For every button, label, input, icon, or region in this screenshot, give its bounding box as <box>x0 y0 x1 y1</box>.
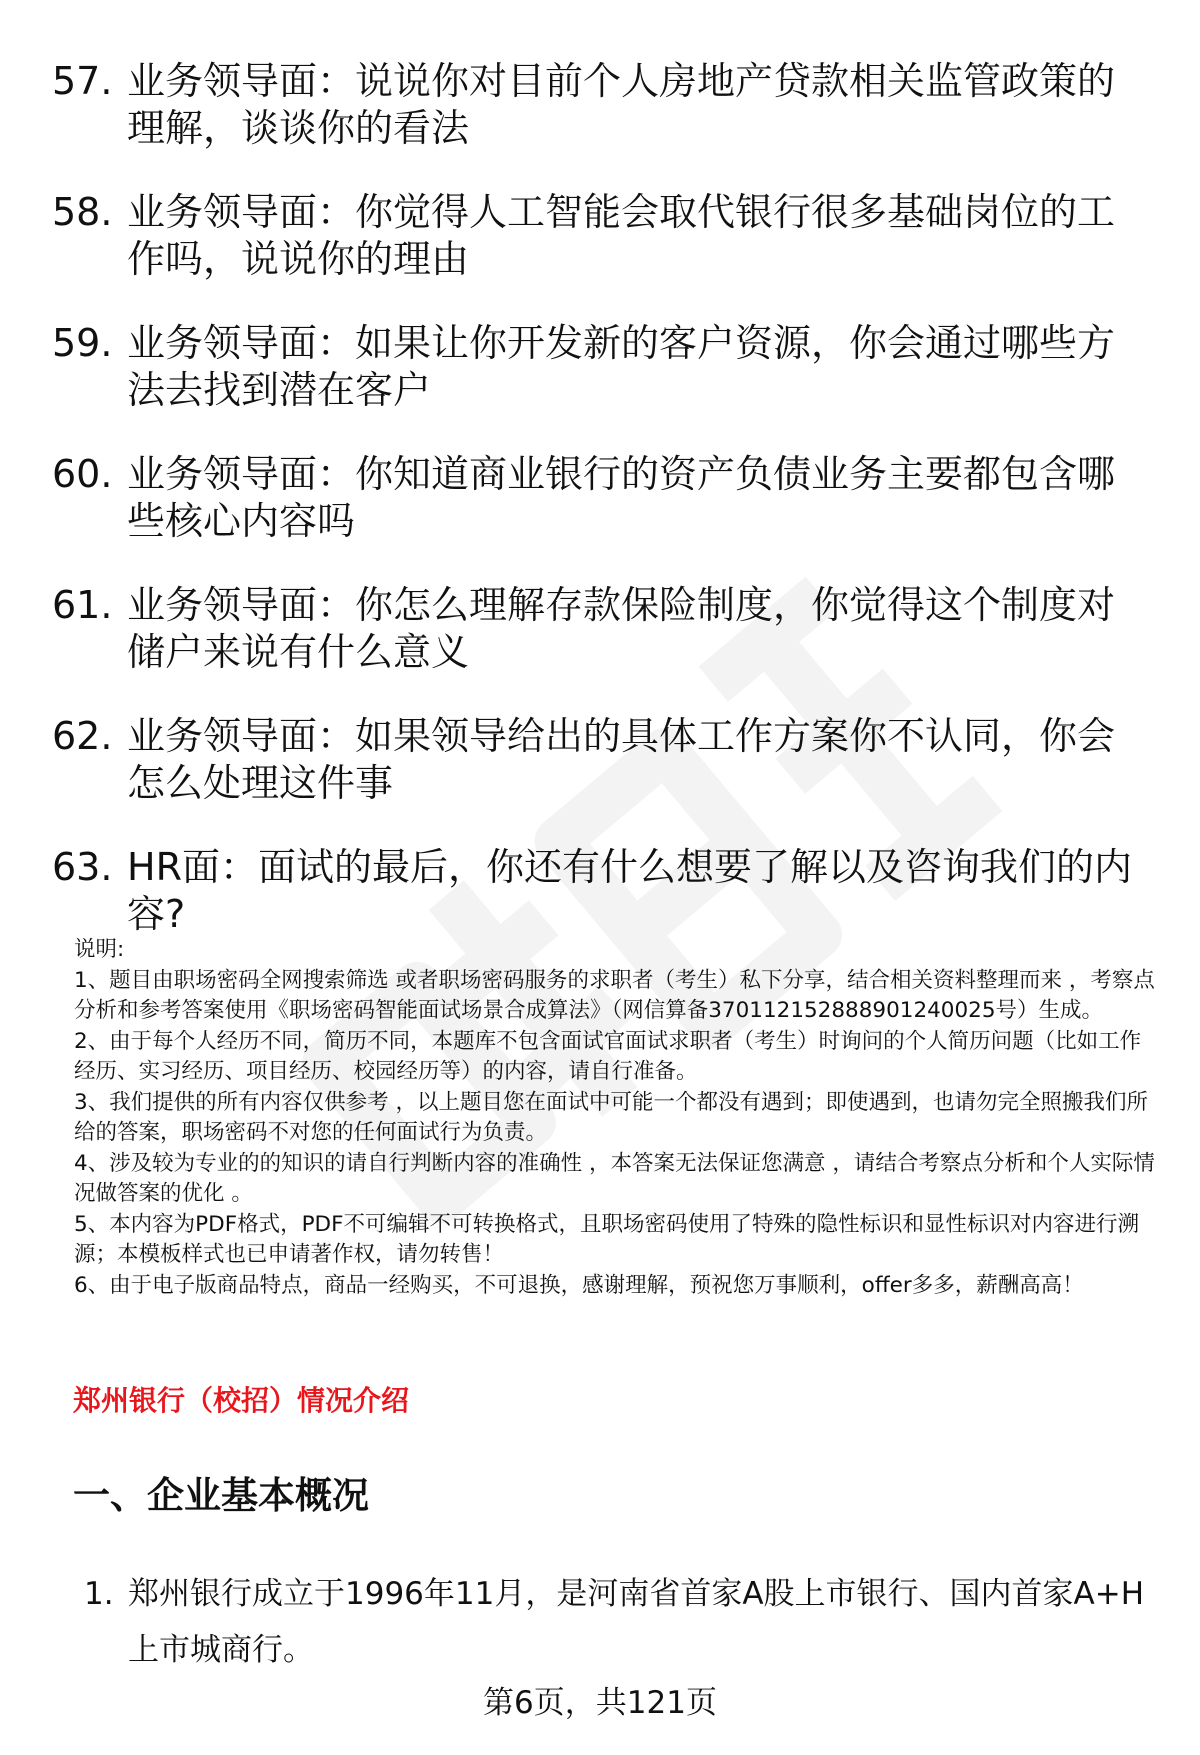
question-item <box>52 320 1152 414</box>
question-number: 57. <box>52 59 113 103</box>
question-text: 业务领导面：如果让你开发新的客户资源，你会通过哪些方法去找到潜在客户 <box>127 321 1116 412</box>
page-footer: 第6页，共121页 <box>483 1685 717 1721</box>
question-item <box>52 582 1152 676</box>
note-item: 2、由于每个人经历不同，简历不同，本题库不包含面试官面试求职者（考生）时询问的个人简历问题（比如工作经历、实习经历、项目经历、校园经历等）的内容，请自行准备。 <box>74 1028 1142 1084</box>
question-text: 业务领导面：你知道商业银行的资产负债业务主要都包含哪些核心内容吗 <box>127 452 1116 543</box>
list-item-number: 1. <box>84 1576 114 1612</box>
list-item-text: 郑州银行成立于1996年11月，是河南省首家A股上市银行、国内首家A+H上市城商行。 <box>128 1576 1145 1668</box>
company-intro-title: 郑州银行（校招）情况介绍 <box>73 1384 410 1417</box>
question-item <box>52 844 1152 938</box>
question-number: 63. <box>52 845 113 889</box>
notes-items <box>74 966 1159 1302</box>
question-number: 60. <box>52 452 113 496</box>
question-text: 业务领导面：说说你对目前个人房地产贷款相关监管政策的理解，谈谈你的看法 <box>127 59 1116 150</box>
question-text: 业务领导面：如果领导给出的具体工作方案你不认同，你会怎么处理这件事 <box>127 714 1116 805</box>
question-number: 58. <box>52 190 113 234</box>
question-number: 61. <box>52 583 113 627</box>
question-item <box>52 713 1152 807</box>
notes-heading: 说明: <box>74 937 125 962</box>
question-text: 业务领导面：你怎么理解存款保险制度，你觉得这个制度对储户来说有什么意义 <box>127 583 1116 674</box>
list-item <box>84 1566 1164 1678</box>
section-title: 一、企业基本概况 <box>73 1474 369 1517</box>
question-text: HR面：面试的最后，你还有什么想要了解以及咨询我们的内容? <box>127 845 1132 936</box>
note-item: 3、我们提供的所有内容仅供参考 ，以上题目您在面试中可能一个都没有遇到；即使遇到，也请勿完全照搬我们所给的答案，职场密码不对您的任何面试行为负责。 <box>74 1089 1149 1145</box>
note-item: 5、本内容为PDF格式，PDF不可编辑不可转换格式，且职场密码使用了特殊的隐性标识和显性标识对内容进行溯源；本模板样式也已申请著作权，请勿转售！ <box>74 1211 1139 1267</box>
question-number: 62. <box>52 714 113 758</box>
question-number: 59. <box>52 321 113 365</box>
question-item <box>52 189 1152 283</box>
notes-section <box>74 935 1159 1301</box>
question-item <box>52 451 1152 545</box>
note-item: 4、涉及较为专业的的知识的请自行判断内容的准确性 ，本答案无法保证您满意 ，请结合考察点分析和个人实际情况做答案的优化 。 <box>74 1150 1155 1206</box>
note-item: 1、题目由职场密码全网搜索筛选 或者职场密码服务的求职者（考生）私下分享，结合相关资料整理而来 ，考察点分析和参考答案使用《职场密码智能面试场景合成算法》（网信算备370112152888901240025号）生成。 <box>74 967 1155 1023</box>
question-text: 业务领导面：你觉得人工智能会取代银行很多基础岗位的工作吗，说说你的理由 <box>127 190 1116 281</box>
note-item: 6、由于电子版商品特点，商品一经购买，不可退换，感谢理解，预祝您万事顺利，offer多多，薪酬高高！ <box>74 1272 1084 1298</box>
question-list <box>52 58 1152 975</box>
question-item <box>52 58 1152 152</box>
